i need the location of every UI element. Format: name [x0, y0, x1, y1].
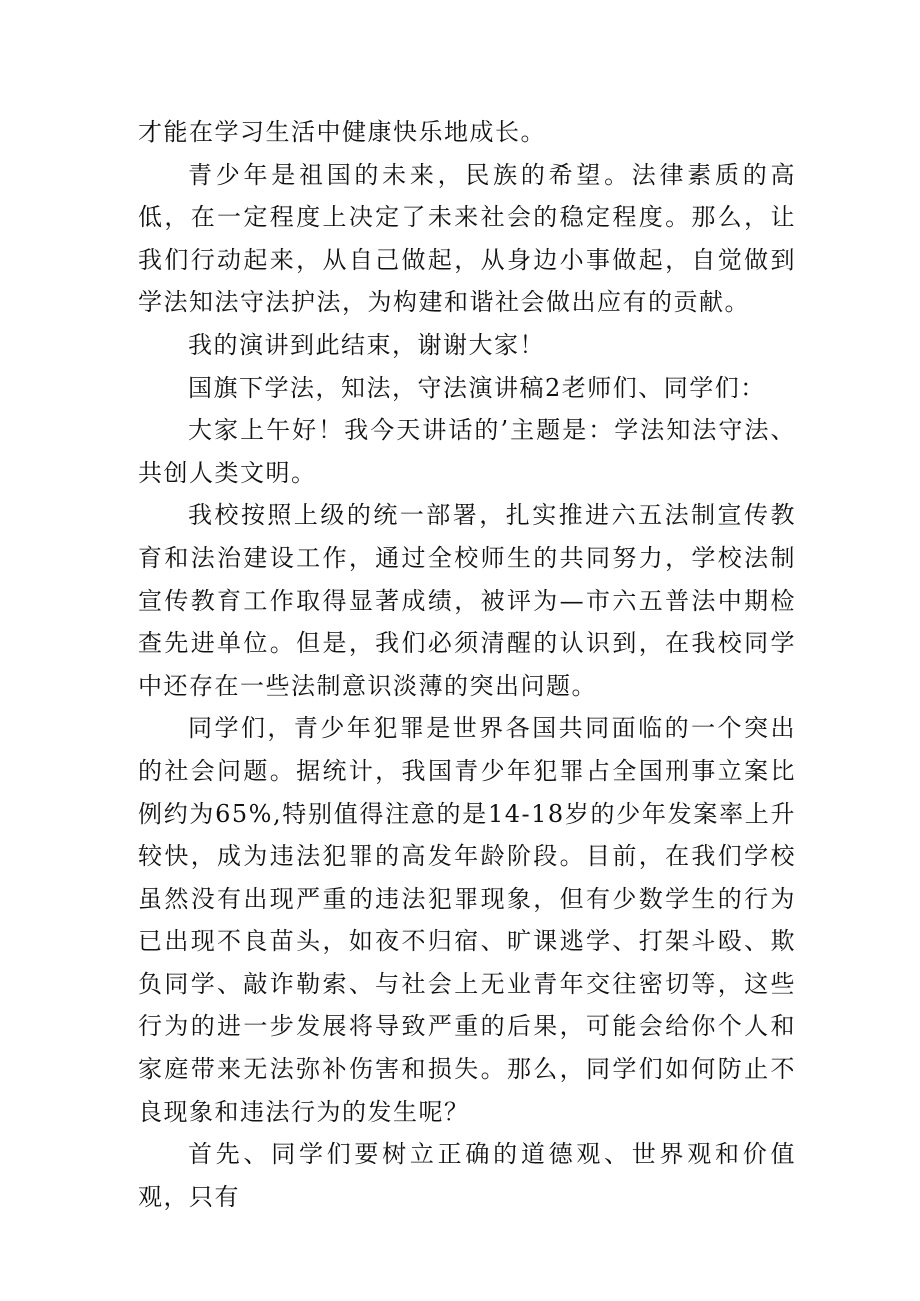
paragraph-6: 我校按照上级的统一部署，扎实推进六五法制宣传教育和法治建设工作，通过全校师生的共同努力，学校法制宣传教育工作取得显著成绩，被评为—市六五普法中期检查先进单位。但是，我们必须清醒的认识到，在我校同学中还存在一些法制意识淡薄的突出问题。: [138, 501, 796, 700]
paragraph-2: 青少年是祖国的未来，民族的希望。法律素质的高低，在一定程度上决定了未来社会的稳定程度。那么，让我们行动起来，从自己做起，从身边小事做起，自觉做到学法知法守法护法，为构建和谐社会做出应有的贡献。: [138, 160, 796, 317]
paragraph-8: 首先、同学们要树立正确的道德观、世界观和价值观，只有: [138, 1140, 796, 1211]
paragraph-4: 国旗下学法，知法，守法演讲稿2老师们、同学们：: [188, 373, 766, 402]
paragraph-5: 大家上午好！我今天讲话的’主题是：学法知法守法、共创人类文明。: [138, 416, 796, 487]
paragraph-3: 我的演讲到此结束，谢谢大家！: [188, 330, 545, 359]
paragraph-1: 才能在学习生活中健康快乐地成长。: [138, 118, 546, 146]
document-body: [138, 111, 796, 1218]
paragraph-7: 同学们，青少年犯罪是世界各国共同面临的一个突出的社会问题。据统计，我国青少年犯罪占全国刑事立案比例约为65%,特别值得注意的是14-18岁的少年发案率上升较快，成为违法犯罪的高发年龄阶段。目前，在我们学校虽然没有出现严重的违法犯罪现象，但有少数学生的行为已出现不良苗头，如夜不归宿、旷课逃学、打架斗殴、欺负同学、敲诈勒索、与社会上无业青年交往密切等，这些行为的进一步发展将导致严重的后果，可能会给你个人和家庭带来无法弥补伤害和损失。那么，同学们如何防止不良现象和违法行为的发生呢？: [138, 714, 796, 1126]
